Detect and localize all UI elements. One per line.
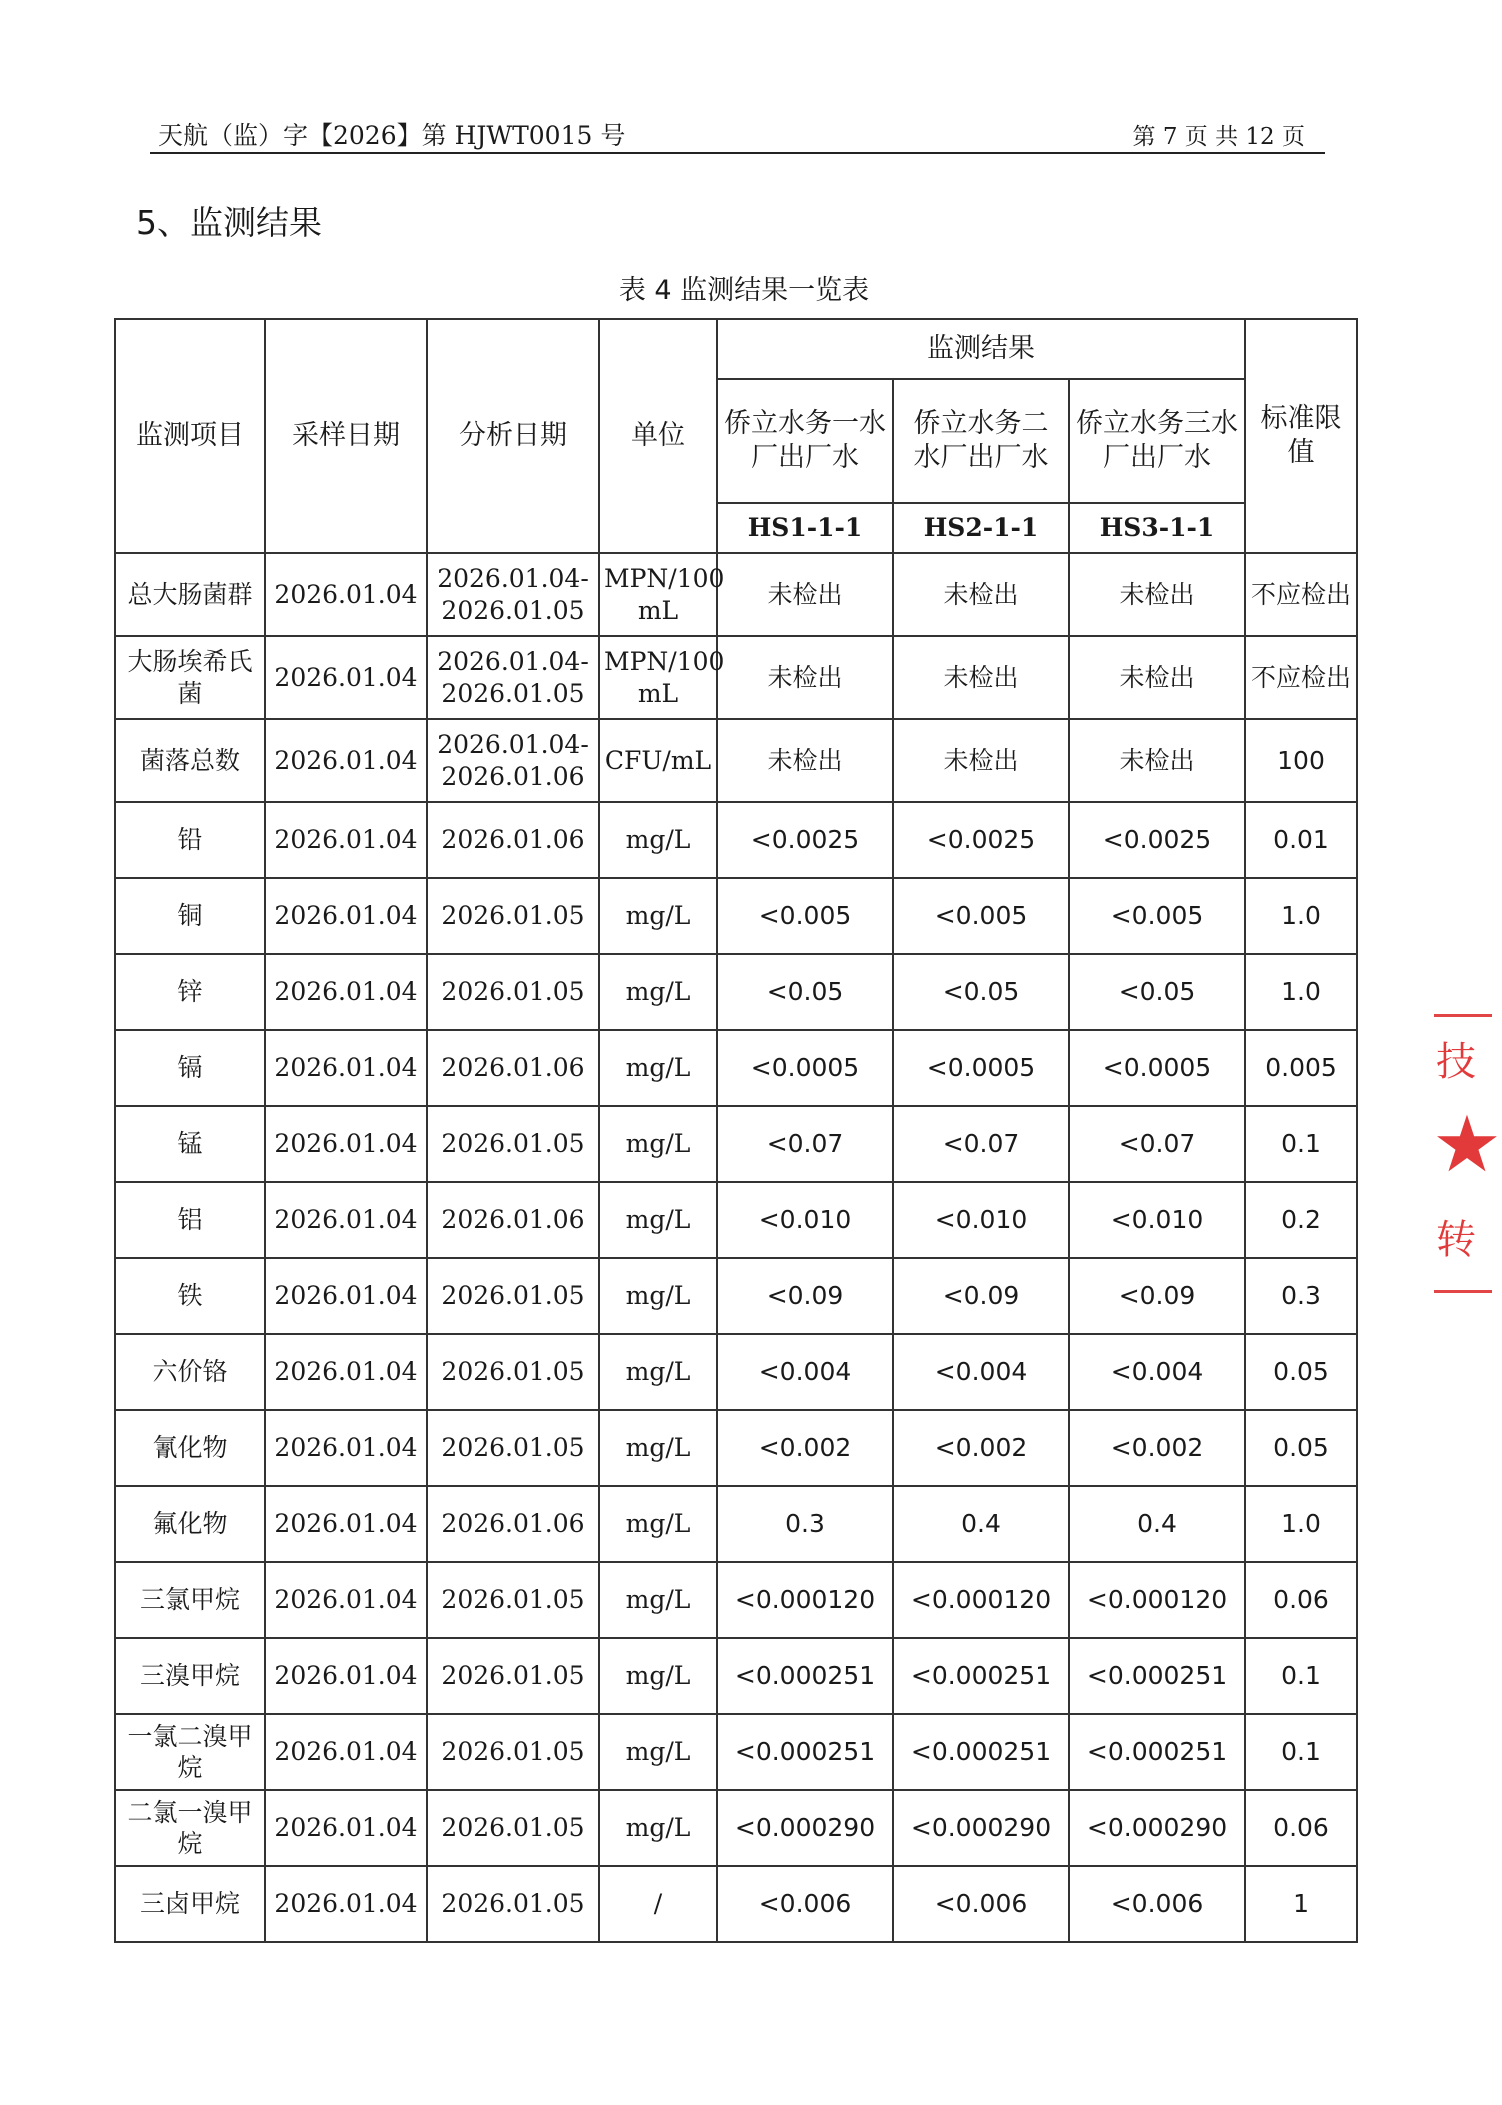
header-site-2: 侨立水务二水厂出厂水 <box>893 379 1069 503</box>
analysis-date-cell: 2026.01.05 <box>427 1106 599 1182</box>
table-row <box>115 1866 1357 1942</box>
sample-date-cell: 2026.01.04 <box>265 954 427 1030</box>
result-site-2-cell: <0.000251 <box>893 1638 1069 1714</box>
standard-limit-cell: 0.1 <box>1245 1714 1357 1790</box>
result-site-1-cell: <0.0025 <box>717 802 893 878</box>
sample-date-cell: 2026.01.04 <box>265 1030 427 1106</box>
item-cell: 二氯一溴甲烷 <box>115 1790 265 1866</box>
analysis-date-cell: 2026.01.05 <box>427 1562 599 1638</box>
table-row <box>115 802 1357 878</box>
standard-limit-cell: 100 <box>1245 719 1357 802</box>
header-results: 监测结果 <box>717 319 1245 379</box>
sample-date-cell: 2026.01.04 <box>265 1486 427 1562</box>
result-site-2-cell: <0.000290 <box>893 1790 1069 1866</box>
result-site-1-cell: <0.010 <box>717 1182 893 1258</box>
sample-date-cell: 2026.01.04 <box>265 1866 427 1942</box>
table-row <box>115 636 1357 719</box>
sample-date-cell: 2026.01.04 <box>265 1790 427 1866</box>
item-cell: 氟化物 <box>115 1486 265 1562</box>
result-site-1-cell: <0.07 <box>717 1106 893 1182</box>
standard-limit-cell: 1.0 <box>1245 954 1357 1030</box>
item-cell: 一氯二溴甲烷 <box>115 1714 265 1790</box>
standard-limit-cell: 1.0 <box>1245 878 1357 954</box>
result-site-1-cell: <0.09 <box>717 1258 893 1334</box>
header-code-1: HS1-1-1 <box>717 503 893 553</box>
item-cell: 铜 <box>115 878 265 954</box>
result-site-1-cell: <0.0005 <box>717 1030 893 1106</box>
unit-cell: mg/L <box>599 1486 717 1562</box>
analysis-date-cell: 2026.01.06 <box>427 1030 599 1106</box>
section-title: 5、监测结果 <box>136 203 322 242</box>
unit-cell: MPN/100 mL <box>599 553 717 636</box>
result-site-2-cell: 0.4 <box>893 1486 1069 1562</box>
table-row <box>115 1258 1357 1334</box>
table-row <box>115 1410 1357 1486</box>
sample-date-cell: 2026.01.04 <box>265 1714 427 1790</box>
result-site-2-cell: <0.000120 <box>893 1562 1069 1638</box>
analysis-date-cell: 2026.01.06 <box>427 1182 599 1258</box>
standard-limit-cell: 0.3 <box>1245 1258 1357 1334</box>
result-site-2-cell: 未检出 <box>893 553 1069 636</box>
result-site-3-cell: <0.000251 <box>1069 1714 1245 1790</box>
result-site-3-cell: <0.006 <box>1069 1866 1245 1942</box>
table-row <box>115 1790 1357 1866</box>
result-site-1-cell: <0.000251 <box>717 1714 893 1790</box>
result-site-2-cell: <0.004 <box>893 1334 1069 1410</box>
item-cell: 铝 <box>115 1182 265 1258</box>
header-site-1: 侨立水务一水厂出厂水 <box>717 379 893 503</box>
table-row <box>115 1334 1357 1410</box>
result-site-1-cell: <0.000290 <box>717 1790 893 1866</box>
analysis-date-cell: 2026.01.06 <box>427 802 599 878</box>
standard-limit-cell: 0.05 <box>1245 1334 1357 1410</box>
sample-date-cell: 2026.01.04 <box>265 1258 427 1334</box>
analysis-date-cell: 2026.01.05 <box>427 1638 599 1714</box>
table-row <box>115 1638 1357 1714</box>
standard-limit-cell: 0.1 <box>1245 1106 1357 1182</box>
result-site-1-cell: 未检出 <box>717 553 893 636</box>
sample-date-cell: 2026.01.04 <box>265 878 427 954</box>
item-cell: 锌 <box>115 954 265 1030</box>
result-site-1-cell: 未检出 <box>717 719 893 802</box>
standard-limit-cell: 不应检出 <box>1245 553 1357 636</box>
result-site-1-cell: <0.000120 <box>717 1562 893 1638</box>
table-row <box>115 1182 1357 1258</box>
item-cell: 铅 <box>115 802 265 878</box>
result-site-2-cell: <0.002 <box>893 1410 1069 1486</box>
standard-limit-cell: 0.05 <box>1245 1410 1357 1486</box>
standard-limit-cell: 0.06 <box>1245 1562 1357 1638</box>
analysis-date-cell: 2026.01.05 <box>427 1790 599 1866</box>
standard-limit-cell: 0.2 <box>1245 1182 1357 1258</box>
result-site-2-cell: 未检出 <box>893 636 1069 719</box>
table-caption: 表 4 监测结果一览表 <box>618 275 870 306</box>
result-site-3-cell: <0.0025 <box>1069 802 1245 878</box>
sample-date-cell: 2026.01.04 <box>265 553 427 636</box>
sample-date-cell: 2026.01.04 <box>265 1182 427 1258</box>
header-item: 监测项目 <box>115 319 265 553</box>
unit-cell: mg/L <box>599 1562 717 1638</box>
item-cell: 总大肠菌群 <box>115 553 265 636</box>
result-site-2-cell: <0.07 <box>893 1106 1069 1182</box>
result-site-3-cell: 未检出 <box>1069 553 1245 636</box>
result-site-3-cell: <0.004 <box>1069 1334 1245 1410</box>
result-site-3-cell: <0.07 <box>1069 1106 1245 1182</box>
sample-date-cell: 2026.01.04 <box>265 1106 427 1182</box>
item-cell: 三氯甲烷 <box>115 1562 265 1638</box>
standard-limit-cell: 0.01 <box>1245 802 1357 878</box>
analysis-date-cell: 2026.01.05 <box>427 1334 599 1410</box>
header-code-3: HS3-1-1 <box>1069 503 1245 553</box>
item-cell: 铁 <box>115 1258 265 1334</box>
unit-cell: mg/L <box>599 1106 717 1182</box>
unit-cell: mg/L <box>599 878 717 954</box>
result-site-2-cell: <0.000251 <box>893 1714 1069 1790</box>
table-row <box>115 553 1357 636</box>
unit-cell: mg/L <box>599 1790 717 1866</box>
table-row <box>115 1562 1357 1638</box>
sample-date-cell: 2026.01.04 <box>265 1410 427 1486</box>
table-row <box>115 1714 1357 1790</box>
analysis-date-cell: 2026.01.04-2026.01.05 <box>427 553 599 636</box>
table-row <box>115 1486 1357 1562</box>
sample-date-cell: 2026.01.04 <box>265 636 427 719</box>
standard-limit-cell: 0.06 <box>1245 1790 1357 1866</box>
item-cell: 菌落总数 <box>115 719 265 802</box>
result-site-2-cell: <0.05 <box>893 954 1069 1030</box>
result-site-3-cell: <0.000251 <box>1069 1638 1245 1714</box>
result-site-1-cell: <0.002 <box>717 1410 893 1486</box>
header-analysis-date: 分析日期 <box>427 319 599 553</box>
unit-cell: mg/L <box>599 802 717 878</box>
unit-cell: mg/L <box>599 1638 717 1714</box>
unit-cell: mg/L <box>599 1182 717 1258</box>
sample-date-cell: 2026.01.04 <box>265 1638 427 1714</box>
result-site-1-cell: <0.005 <box>717 878 893 954</box>
table-row <box>115 1106 1357 1182</box>
standard-limit-cell: 0.005 <box>1245 1030 1357 1106</box>
header-sample-date: 采样日期 <box>265 319 427 553</box>
item-cell: 锰 <box>115 1106 265 1182</box>
sample-date-cell: 2026.01.04 <box>265 1334 427 1410</box>
standard-limit-cell: 0.1 <box>1245 1638 1357 1714</box>
result-site-1-cell: 未检出 <box>717 636 893 719</box>
item-cell: 三溴甲烷 <box>115 1638 265 1714</box>
unit-cell: mg/L <box>599 1258 717 1334</box>
item-cell: 氰化物 <box>115 1410 265 1486</box>
unit-cell: mg/L <box>599 1410 717 1486</box>
result-site-3-cell: 0.4 <box>1069 1486 1245 1562</box>
result-site-2-cell: <0.005 <box>893 878 1069 954</box>
sample-date-cell: 2026.01.04 <box>265 719 427 802</box>
unit-cell: mg/L <box>599 954 717 1030</box>
result-site-2-cell: 未检出 <box>893 719 1069 802</box>
result-site-2-cell: <0.006 <box>893 1866 1069 1942</box>
unit-cell: mg/L <box>599 1030 717 1106</box>
sample-date-cell: 2026.01.04 <box>265 802 427 878</box>
result-site-3-cell: <0.09 <box>1069 1258 1245 1334</box>
table-row <box>115 1030 1357 1106</box>
header-unit: 单位 <box>599 319 717 553</box>
result-site-2-cell: <0.010 <box>893 1182 1069 1258</box>
standard-limit-cell: 不应检出 <box>1245 636 1357 719</box>
result-site-2-cell: <0.09 <box>893 1258 1069 1334</box>
item-cell: 六价铬 <box>115 1334 265 1410</box>
unit-cell: / <box>599 1866 717 1942</box>
header-site-3: 侨立水务三水厂出厂水 <box>1069 379 1245 503</box>
result-site-3-cell: 未检出 <box>1069 719 1245 802</box>
standard-limit-cell: 1 <box>1245 1866 1357 1942</box>
analysis-date-cell: 2026.01.05 <box>427 1866 599 1942</box>
analysis-date-cell: 2026.01.04-2026.01.06 <box>427 719 599 802</box>
analysis-date-cell: 2026.01.04-2026.01.05 <box>427 636 599 719</box>
result-site-2-cell: <0.0005 <box>893 1030 1069 1106</box>
header-standard: 标准限值 <box>1245 319 1357 553</box>
report-number: 天航（监）字【2026】第 HJWT0015 号 <box>158 121 626 150</box>
unit-cell: CFU/mL <box>599 719 717 802</box>
page-header <box>150 112 1325 148</box>
table-row <box>115 719 1357 802</box>
result-site-3-cell: <0.000120 <box>1069 1562 1245 1638</box>
result-site-3-cell: <0.000290 <box>1069 1790 1245 1866</box>
unit-cell: mg/L <box>599 1714 717 1790</box>
analysis-date-cell: 2026.01.05 <box>427 878 599 954</box>
result-site-1-cell: <0.006 <box>717 1866 893 1942</box>
analysis-date-cell: 2026.01.05 <box>427 1258 599 1334</box>
analysis-date-cell: 2026.01.06 <box>427 1486 599 1562</box>
unit-cell: mg/L <box>599 1334 717 1410</box>
standard-limit-cell: 1.0 <box>1245 1486 1357 1562</box>
page-indicator: 第 7 页 共 12 页 <box>1132 124 1305 150</box>
header-rule <box>150 152 1325 154</box>
result-site-3-cell: <0.005 <box>1069 878 1245 954</box>
analysis-date-cell: 2026.01.05 <box>427 954 599 1030</box>
sample-date-cell: 2026.01.04 <box>265 1562 427 1638</box>
item-cell: 三卤甲烷 <box>115 1866 265 1942</box>
result-site-3-cell: <0.002 <box>1069 1410 1245 1486</box>
result-site-3-cell: <0.0005 <box>1069 1030 1245 1106</box>
result-site-1-cell: <0.000251 <box>717 1638 893 1714</box>
unit-cell: MPN/100 mL <box>599 636 717 719</box>
result-site-3-cell: <0.05 <box>1069 954 1245 1030</box>
result-site-1-cell: 0.3 <box>717 1486 893 1562</box>
result-site-1-cell: <0.05 <box>717 954 893 1030</box>
item-cell: 镉 <box>115 1030 265 1106</box>
table-row <box>115 878 1357 954</box>
header-code-2: HS2-1-1 <box>893 503 1069 553</box>
result-site-3-cell: 未检出 <box>1069 636 1245 719</box>
item-cell: 大肠埃希氏菌 <box>115 636 265 719</box>
red-seal-stamp: 技 ★ 转 <box>1430 1008 1488 1298</box>
result-site-1-cell: <0.004 <box>717 1334 893 1410</box>
result-site-3-cell: <0.010 <box>1069 1182 1245 1258</box>
table-row <box>115 954 1357 1030</box>
analysis-date-cell: 2026.01.05 <box>427 1714 599 1790</box>
analysis-date-cell: 2026.01.05 <box>427 1410 599 1486</box>
results-table <box>114 318 1358 1943</box>
result-site-2-cell: <0.0025 <box>893 802 1069 878</box>
